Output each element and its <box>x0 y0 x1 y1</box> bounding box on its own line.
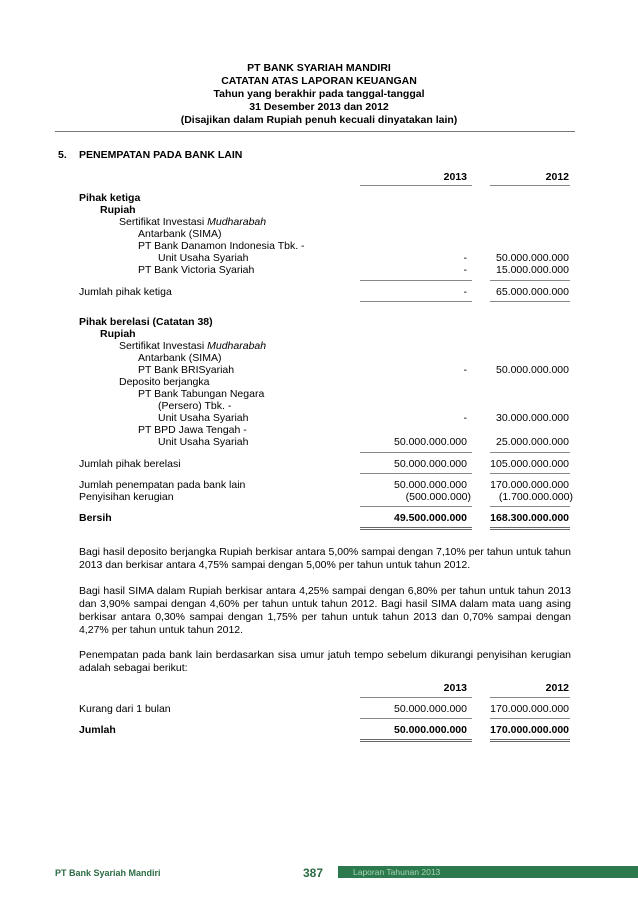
btn-label-3: Unit Usaha Syariah <box>158 412 249 424</box>
third-rupiah-label: Rupiah <box>100 204 136 216</box>
allowance-2013: (500.000.000) <box>405 491 471 503</box>
allowance-2012: (1.700.000.000) <box>498 491 573 503</box>
placement-label: Jumlah penempatan pada bank lain <box>79 479 246 491</box>
victoria-2013: - <box>463 264 467 276</box>
net-double-line-2013 <box>360 527 472 530</box>
bpd-2013: 50.000.000.000 <box>394 436 467 448</box>
related-total-2012: 105.000.000.000 <box>490 458 569 470</box>
related-subtotal-line-2012 <box>490 452 570 453</box>
danamon-label-2: Unit Usaha Syariah <box>158 252 249 264</box>
third-antarbank-label: Antarbank (SIMA) <box>138 228 222 240</box>
btn-label-1: PT Bank Tabungan Negara <box>138 388 265 400</box>
paragraph-deposit-rates: Bagi hasil deposito berjangka Rupiah berkisar antara 5,00% sampai dengan 7,10% per tahun untuk tahun 2013 dan berkisar antara 4,75% sampai dengan 5,00% per tahun untuk tahun 2012. <box>79 546 571 571</box>
footer-company: PT Bank Syariah Mandiri <box>55 868 161 878</box>
maturity-double-line-2013 <box>360 739 472 742</box>
maturity-column-2012: 2012 <box>545 682 569 694</box>
section-number: 5. <box>58 149 67 161</box>
danamon-label-1: PT Bank Danamon Indonesia Tbk. - <box>138 240 305 252</box>
net-2012: 168.300.000.000 <box>490 512 569 524</box>
net-2013: 49.500.000.000 <box>394 512 467 524</box>
period-line-2: 31 Desember 2013 dan 2012 <box>249 101 389 113</box>
deposito-label: Deposito berjangka <box>119 376 210 388</box>
victoria-label: PT Bank Victoria Syariah <box>138 264 255 276</box>
related-total-line-2012 <box>490 473 570 474</box>
paragraph-sima-rates: Bagi hasil SIMA dalam Rupiah berkisar antara 4,25% sampai dengan 6,80% per tahun untuk tahun 2013 dan 3,90% sampai dengan 4,60% per tahun untuk tahun 2012. Bagi hasil SIMA dalam mata uang asing berkisar antara 0,30% sampai dengan 1,75% per tahun untuk tahun 2013 dan 0,70% sampai dengan 4,27% per tahun untuk tahun 2012. <box>79 585 571 636</box>
header-divider <box>55 131 575 132</box>
maturity-total-line-2013 <box>360 718 472 719</box>
maturity-row-2012: 170.000.000.000 <box>490 703 569 715</box>
bri-2013: - <box>463 364 467 376</box>
maturity-total-label: Jumlah <box>79 724 116 736</box>
maturity-header-line-2012 <box>490 697 570 698</box>
document-header <box>0 62 638 127</box>
column-2012-underline <box>490 185 570 186</box>
third-total-line-2013 <box>360 301 472 302</box>
maturity-header-line-2013 <box>360 697 472 698</box>
bri-label: PT Bank BRISyariah <box>138 364 235 376</box>
currency-note: (Disajikan dalam Rupiah penuh kecuali dinyatakan lain) <box>180 114 458 126</box>
third-total-line-2012 <box>490 301 570 302</box>
net-label: Bersih <box>79 512 112 524</box>
related-antarbank-label: Antarbank (SIMA) <box>138 352 222 364</box>
third-total-2012: 65.000.000.000 <box>496 286 569 298</box>
maturity-total-line-2012 <box>490 718 570 719</box>
btn-label-2: (Persero) Tbk. - <box>158 400 232 412</box>
page-footer <box>0 866 638 878</box>
maturity-total-2012: 170.000.000.000 <box>490 724 569 736</box>
victoria-2012: 15.000.000.000 <box>496 264 569 276</box>
report-title: CATATAN ATAS LAPORAN KEUANGAN <box>221 75 417 87</box>
btn-2013: - <box>463 412 467 424</box>
bpd-label-1: PT BPD Jawa Tengah - <box>138 424 247 436</box>
paragraph-maturity-intro: Penempatan pada bank lain berdasarkan sisa umur jatuh tempo sebelum dikurangi penyisihan kerugian adalah sebagai berikut: <box>79 649 571 674</box>
third-subtotal-line-2013 <box>360 280 472 281</box>
net-line-2012 <box>490 506 570 507</box>
column-2012: 2012 <box>545 171 569 183</box>
third-subtotal-line-2012 <box>490 280 570 281</box>
btn-2012: 30.000.000.000 <box>496 412 569 424</box>
maturity-double-line-2012 <box>490 739 570 742</box>
company-name: PT BANK SYARIAH MANDIRI <box>247 62 391 74</box>
bpd-label-2: Unit Usaha Syariah <box>158 436 249 448</box>
net-double-line-2012 <box>490 527 570 530</box>
related-total-label: Jumlah pihak berelasi <box>79 458 181 470</box>
related-party-heading: Pihak berelasi (Catatan 38) <box>79 316 213 328</box>
bpd-2012: 25.000.000.000 <box>496 436 569 448</box>
related-rupiah-label: Rupiah <box>100 328 136 340</box>
danamon-2012: 50.000.000.000 <box>496 252 569 264</box>
related-sima-label: Sertifikat Investasi Mudharabah <box>119 340 267 352</box>
third-party-heading: Pihak ketiga <box>79 192 141 204</box>
page-number: 387 <box>303 866 324 880</box>
related-subtotal-line-2013 <box>360 452 472 453</box>
allowance-label: Penyisihan kerugian <box>79 491 174 503</box>
footer-report-title: Laporan Tahunan 2013 <box>353 867 441 877</box>
maturity-column-2013: 2013 <box>443 682 467 694</box>
placement-2013: 50.000.000.000 <box>394 479 467 491</box>
third-total-label: Jumlah pihak ketiga <box>79 286 172 298</box>
placement-2012: 170.000.000.000 <box>490 479 569 491</box>
danamon-2013: - <box>463 252 467 264</box>
maturity-total-2013: 50.000.000.000 <box>394 724 467 736</box>
bri-2012: 50.000.000.000 <box>496 364 569 376</box>
third-sima-label: Sertifikat Investasi Mudharabah <box>119 216 267 228</box>
period-line-1: Tahun yang berakhir pada tanggal-tanggal <box>213 88 425 100</box>
related-total-line-2013 <box>360 473 472 474</box>
related-total-2013: 50.000.000.000 <box>394 458 467 470</box>
maturity-row-2013: 50.000.000.000 <box>394 703 467 715</box>
third-total-2013: - <box>463 286 467 298</box>
net-line-2013 <box>360 506 472 507</box>
section-title: PENEMPATAN PADA BANK LAIN <box>79 149 243 161</box>
maturity-row-label: Kurang dari 1 bulan <box>79 703 171 715</box>
column-2013: 2013 <box>443 171 467 183</box>
column-2013-underline <box>360 185 472 186</box>
